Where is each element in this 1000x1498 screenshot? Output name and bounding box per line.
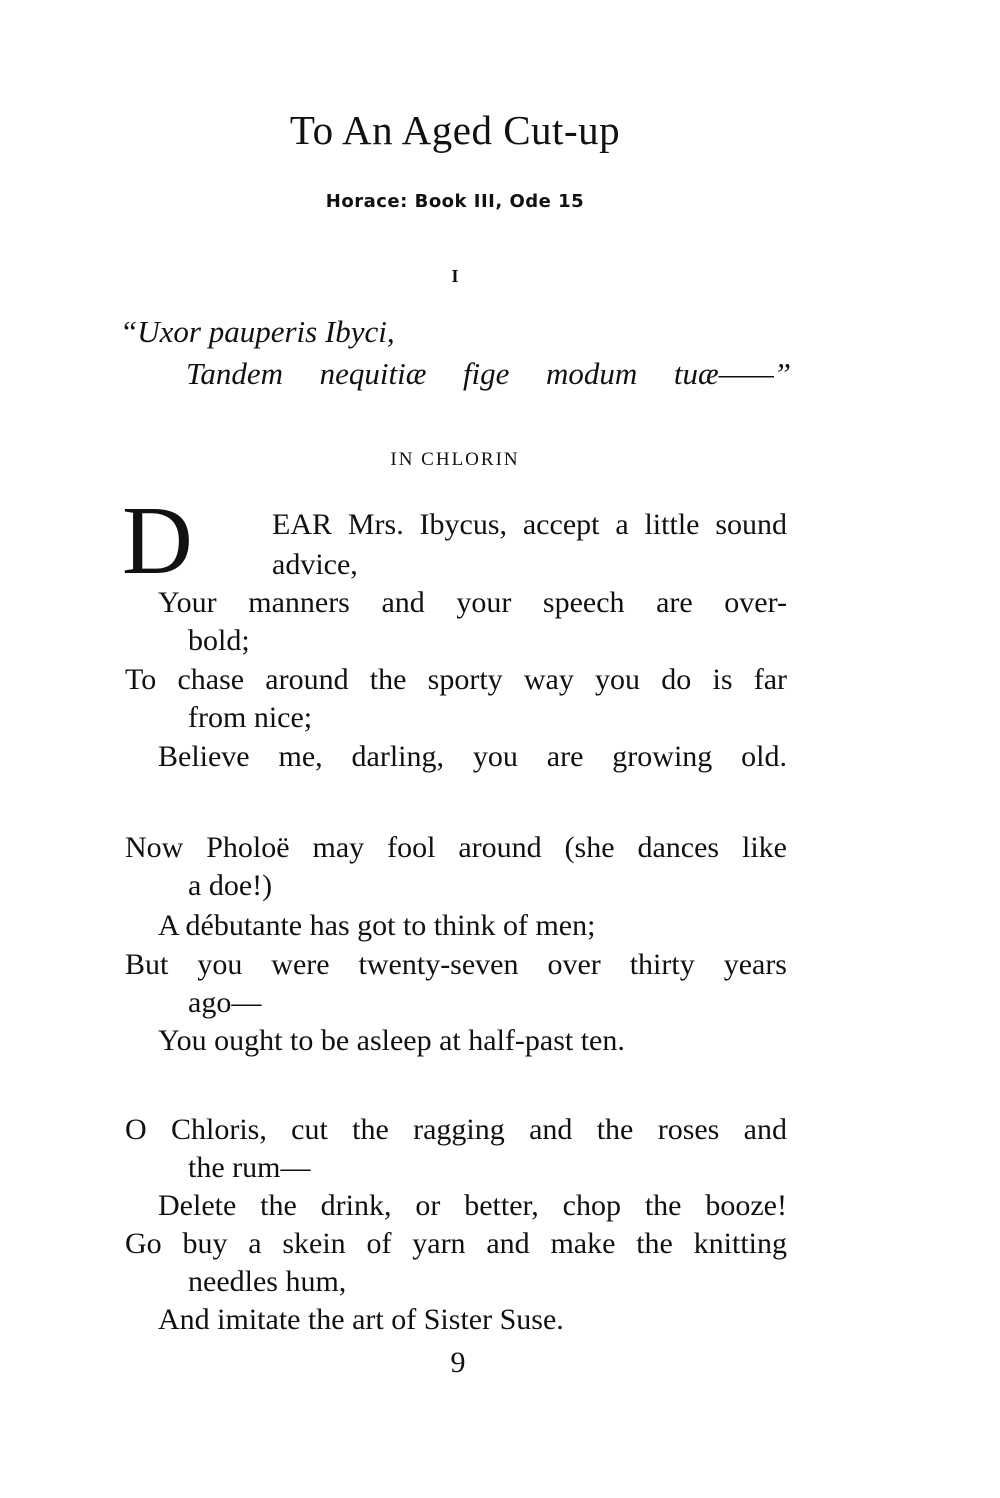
subtitle-text: Horace: Book III, Ode 15 bbox=[325, 191, 585, 212]
section-number bbox=[0, 266, 1000, 287]
epigraph-line-2: Tandem nequitiæ fige modum tuæ——” bbox=[186, 356, 791, 391]
poem-line: A débutante has got to think of men; bbox=[158, 909, 596, 942]
drop-cap: D bbox=[122, 487, 193, 595]
section-number-text: I bbox=[451, 266, 459, 286]
poem-line: Delete the drink, or better, chop the booze! bbox=[158, 1189, 787, 1222]
poem-line: from nice; bbox=[188, 701, 313, 734]
page-number-text: 9 bbox=[450, 1346, 466, 1379]
dedication-text: IN CHLORIN bbox=[390, 449, 520, 470]
dedication bbox=[0, 449, 1000, 471]
poem-line: And imitate the art of Sister Suse. bbox=[158, 1303, 564, 1336]
epigraph-line-1: “Uxor pauperis Ibyci, bbox=[120, 314, 395, 349]
poem-line: a doe!) bbox=[188, 869, 273, 902]
page-number bbox=[0, 1346, 1000, 1380]
poem-line: You ought to be asleep at half-past ten. bbox=[158, 1024, 625, 1057]
poem-line: needles hum, bbox=[188, 1265, 347, 1298]
poem-line: Believe me, darling, you are growing old. bbox=[158, 740, 787, 773]
poem-line: bold; bbox=[188, 624, 250, 657]
poem-title bbox=[0, 106, 1000, 154]
poem-line: O Chloris, cut the ragging and the roses and bbox=[125, 1113, 787, 1146]
poem-line: Go buy a skein of yarn and make the knitting bbox=[125, 1227, 787, 1260]
poem-line: the rum— bbox=[188, 1151, 311, 1184]
poem-line: advice, bbox=[272, 548, 358, 581]
poem-line: To chase around the sporty way you do is far bbox=[125, 663, 787, 696]
poem-line: But you were twenty-seven over thirty years bbox=[125, 948, 787, 981]
poem-title-text: To An Aged Cut-up bbox=[289, 107, 621, 153]
subtitle bbox=[0, 191, 1000, 212]
poem-line: ago— bbox=[188, 986, 262, 1019]
poem-line: EAR Mrs. Ibycus, accept a little sound bbox=[272, 508, 787, 541]
poem-line: Your manners and your speech are over- bbox=[158, 586, 787, 619]
poem-line: Now Pholoë may fool around (she dances like bbox=[125, 831, 787, 864]
